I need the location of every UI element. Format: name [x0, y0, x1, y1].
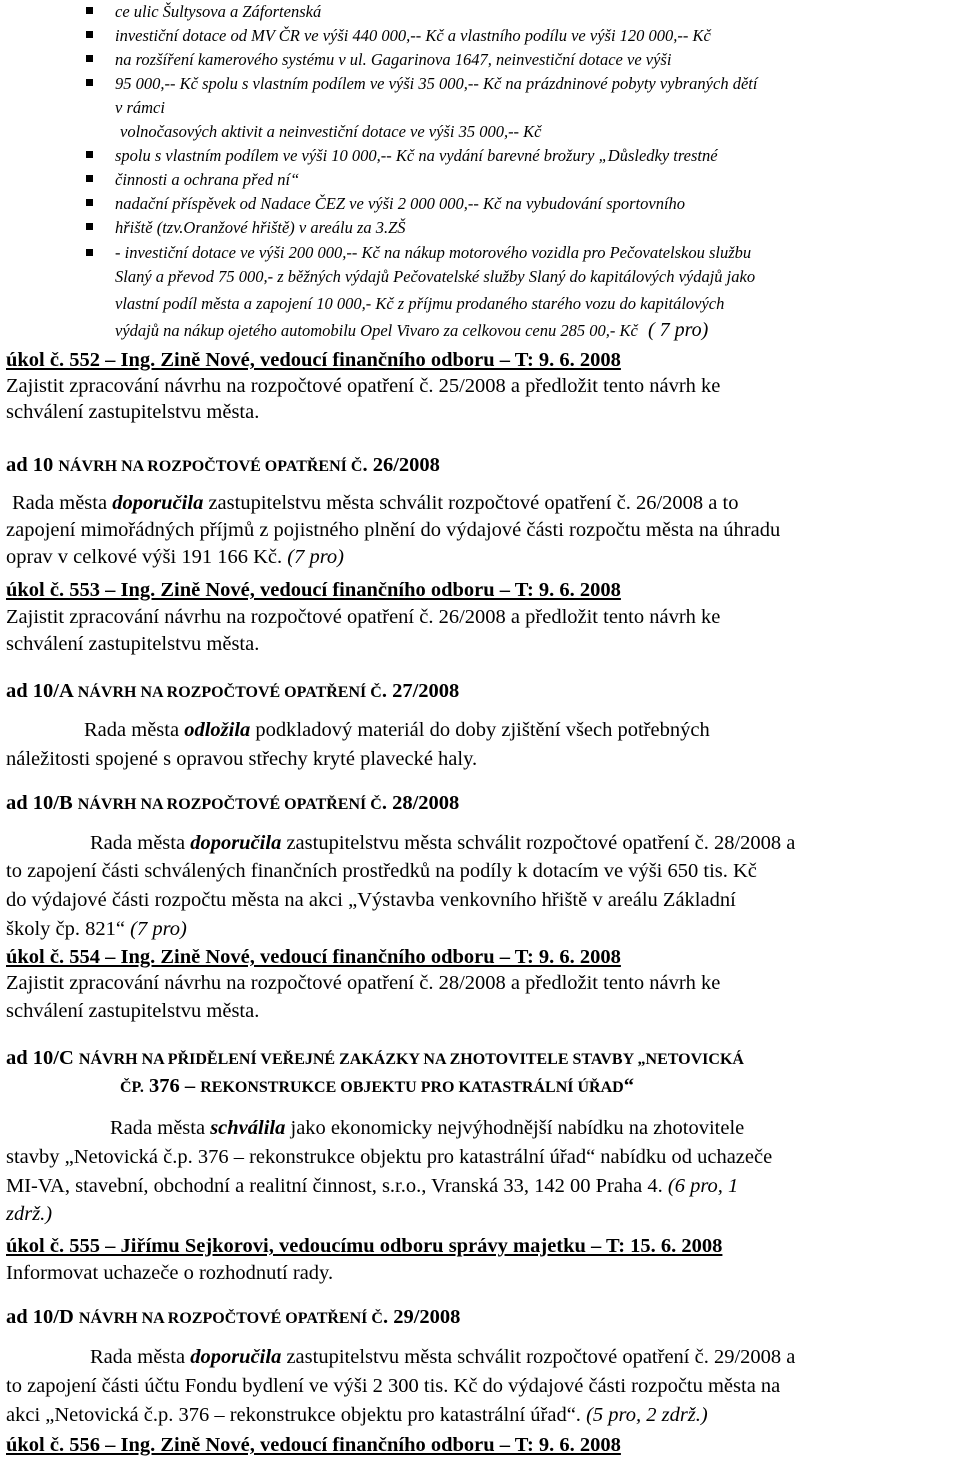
section-heading [6, 790, 459, 818]
heading-suffix: . 28/2008 [381, 792, 460, 814]
paragraph-line [110, 1115, 744, 1141]
paragraph-line [90, 1344, 795, 1370]
vote-result: (6 pro, 1 [667, 1175, 739, 1197]
paragraph-line: schválení zastupitelstvu města. [6, 401, 260, 423]
heading-prefix: ad 10/D [6, 1306, 79, 1328]
paragraph-text: MI-VA, stavební, obchodní a realitní činnost, s.r.o., Vranská 33, 142 00 Praha 4. [6, 1175, 668, 1197]
heading-suffix: . 27/2008 [381, 680, 460, 702]
vote-result: ( 7 pro) [647, 319, 709, 341]
decision-word: doporučila [112, 492, 204, 514]
bullet-item: hřiště (tzv.Oranžové hřiště) v areálu za 3.ZŠ [115, 218, 406, 237]
heading-caps: NÁVRH NA PŘIDĚLENÍ VEŘEJNÉ ZAKÁZKY NA ZHOTOVITELE STAVBY „NETOVICKÁ [78, 1051, 744, 1068]
paragraph-text: akci „Netovická č.p. 376 – rekonstrukce objektu pro katastrální úřad“. [6, 1404, 587, 1426]
heading-caps: ČP. [120, 1079, 144, 1096]
paragraph-text: zastupitelstvu města schválit rozpočtové opatření č. 29/2008 a [281, 1346, 796, 1368]
paragraph-line: do výdajové části rozpočtu města na akci „Výstavba venkovního hřiště v areálu Základní [6, 889, 736, 911]
bullet-marker [86, 55, 93, 62]
bullet-marker [86, 151, 93, 158]
paragraph-line [84, 717, 710, 743]
section-heading [6, 678, 459, 706]
bullet-marker [86, 79, 93, 86]
heading-suffix: . 26/2008 [362, 454, 440, 476]
bullet-marker [86, 31, 93, 38]
paragraph-text: podkladový materiál do doby zjištění všech potřebných [250, 719, 710, 741]
bullet-item: činnosti a ochrana před ní“ [115, 170, 300, 189]
paragraph-text: zastupitelstvu města schválit rozpočtové opatření č. 28/2008 a [281, 832, 796, 854]
bullet-item-continued: v rámci [115, 98, 165, 117]
vote-result: (7 pro) [287, 546, 344, 568]
decision-word: doporučila [190, 1346, 282, 1368]
heading-prefix: ad 10/A [6, 680, 78, 702]
bullet-item: ce ulic Šultysova a Záfortenská [115, 2, 322, 21]
task-line: úkol č. 552 – Ing. Zině Nové, vedoucí finančního odboru – T: 9. 6. 2008 [6, 349, 621, 371]
heading-caps: REKONSTRUKCE OBJEKTU PRO KATASTRÁLNÍ ÚŘAD [200, 1079, 624, 1096]
heading-prefix: ad 10/C [6, 1047, 79, 1069]
heading-suffix: . 29/2008 [382, 1306, 461, 1328]
heading-caps: NÁVRH NA ROZPOČTOVÉ OPATŘENÍ Č [77, 796, 382, 813]
bullet-text: výdajů na nákup ojetého automobilu Opel Vivaro za celkovou cenu 285 00,- Kč [115, 321, 638, 340]
paragraph-line [6, 1173, 738, 1199]
decision-word: schválila [210, 1117, 286, 1139]
paragraph-line [90, 830, 795, 856]
heading-number: 376 – [143, 1075, 201, 1097]
paragraph-text: zastupitelstvu města schválit rozpočtové opatření č. 26/2008 a to [203, 492, 739, 514]
paragraph-line: Zajistit zpracování návrhu na rozpočtové opatření č. 25/2008 a předložit tento návrh ke [6, 375, 721, 397]
paragraph-line [6, 544, 344, 570]
heading-prefix: ad 10/B [6, 792, 78, 814]
task-line: úkol č. 555 – Jiřímu Sejkorovi, vedoucímu odboru správy majetku – T: 15. 6. 2008 [6, 1235, 723, 1257]
paragraph-text: Rada města [90, 832, 191, 854]
decision-word: odložila [184, 719, 251, 741]
heading-quote: “ [623, 1075, 634, 1097]
paragraph-line: Zajistit zpracování návrhu na rozpočtové opatření č. 26/2008 a předložit tento návrh ke [6, 606, 721, 628]
paragraph-line [6, 916, 187, 942]
bullet-item-continued [115, 320, 708, 341]
bullet-item: investiční dotace od MV ČR ve výši 440 000,-- Kč a vlastního podílu ve výši 120 000,-- Kč [115, 26, 711, 45]
paragraph-line [6, 1402, 708, 1428]
bullet-marker [86, 249, 93, 256]
paragraph-line [6, 490, 954, 516]
paragraph-text: oprav v celkové výši 191 166 Kč. [6, 546, 288, 568]
paragraph-text: Rada města [90, 1346, 191, 1368]
heading-caps: NÁVRH NA ROZPOČTOVÉ OPATŘENÍ Č [78, 1310, 383, 1327]
paragraph-line: to zapojení části schválených finančních prostředků na podíly k dotacím ve výši 650 tis. Kč [6, 860, 757, 882]
heading-caps: NÁVRH NA ROZPOČTOVÉ OPATŘENÍ Č [58, 458, 363, 475]
bullet-marker [86, 223, 93, 230]
bullet-item: - investiční dotace ve výši 200 000,-- Kč na nákup motorového vozidla pro Pečovatelskou službu [115, 243, 752, 262]
bullet-marker [86, 7, 93, 14]
task-line: úkol č. 556 – Ing. Zině Nové, vedoucí finančního odboru – T: 9. 6. 2008 [6, 1434, 621, 1456]
decision-word: doporučila [190, 832, 282, 854]
paragraph-text: jako ekonomicky nejvýhodnější nabídku na zhotovitele [285, 1117, 745, 1139]
paragraph-line: schválení zastupitelstvu města. [6, 1000, 260, 1022]
bullet-item: spolu s vlastním podílem ve výši 10 000,-- Kč na vydání barevné brožury „Důsledky trestné [115, 146, 718, 165]
paragraph-line: schválení zastupitelstvu města. [6, 633, 260, 655]
bullet-marker [86, 175, 93, 182]
paragraph-line: to zapojení části účtu Fondu bydlení ve výši 2 300 tis. Kč do výdajové části rozpočtu města na [6, 1375, 781, 1397]
paragraph-line: stavby „Netovická č.p. 376 – rekonstrukce objektu pro katastrální úřad“ nabídku od uchazeče [6, 1146, 773, 1168]
bullet-marker [86, 199, 93, 206]
paragraph-text: Rada města [84, 719, 185, 741]
bullet-item: na rozšíření kamerového systému v ul. Gagarinova 1647, neinvestiční dotace ve výši [115, 50, 672, 69]
vote-result: (7 pro) [130, 918, 187, 940]
task-line: úkol č. 553 – Ing. Zině Nové, vedoucí finančního odboru – T: 9. 6. 2008 [6, 579, 621, 601]
heading-caps: NÁVRH NA ROZPOČTOVÉ OPATŘENÍ Č [77, 684, 382, 701]
section-heading [6, 1045, 744, 1073]
section-heading [6, 1304, 460, 1332]
section-heading [6, 452, 440, 480]
bullet-item-continued: Slaný a převod 75 000,- z běžných výdajů Pečovatelské služby Slaný do kapitálových výdajů jako [115, 267, 756, 286]
paragraph-line: Zajistit zpracování návrhu na rozpočtové opatření č. 28/2008 a předložit tento návrh ke [6, 972, 721, 994]
bullet-item: nadační příspěvek od Nadace ČEZ ve výši 2 000 000,-- Kč na vybudování sportovního [115, 194, 686, 213]
bullet-item-continued: volnočasových aktivit a neinvestiční dotace ve výši 35 000,-- Kč [120, 122, 542, 141]
task-line: úkol č. 554 – Ing. Zině Nové, vedoucí finančního odboru – T: 9. 6. 2008 [6, 946, 621, 968]
vote-result-continued: zdrž.) [6, 1203, 53, 1225]
bullet-item: 95 000,-- Kč spolu s vlastním podílem ve výši 35 000,-- Kč na prázdninové pobyty vybraných dětí [115, 74, 758, 93]
paragraph-line: Informovat uchazeče o rozhodnutí rady. [6, 1262, 334, 1284]
heading-prefix: ad 10 [6, 454, 59, 476]
paragraph-text: školy čp. 821“ [6, 918, 131, 940]
section-heading-continued [120, 1073, 634, 1101]
paragraph-line: zapojení mimořádných příjmů z pojistného plnění do výdajové části rozpočtu města na úhradu [6, 519, 781, 541]
bullet-item-continued: vlastní podíl města a zapojení 10 000,- Kč z příjmu prodaného starého vozu do kapitálových [115, 294, 725, 313]
paragraph-text: Rada města [12, 492, 113, 514]
paragraph-line: náležitosti spojené s opravou střechy kryté plavecké haly. [6, 748, 478, 770]
paragraph-text: Rada města [110, 1117, 211, 1139]
vote-result: (5 pro, 2 zdrž.) [586, 1404, 708, 1426]
